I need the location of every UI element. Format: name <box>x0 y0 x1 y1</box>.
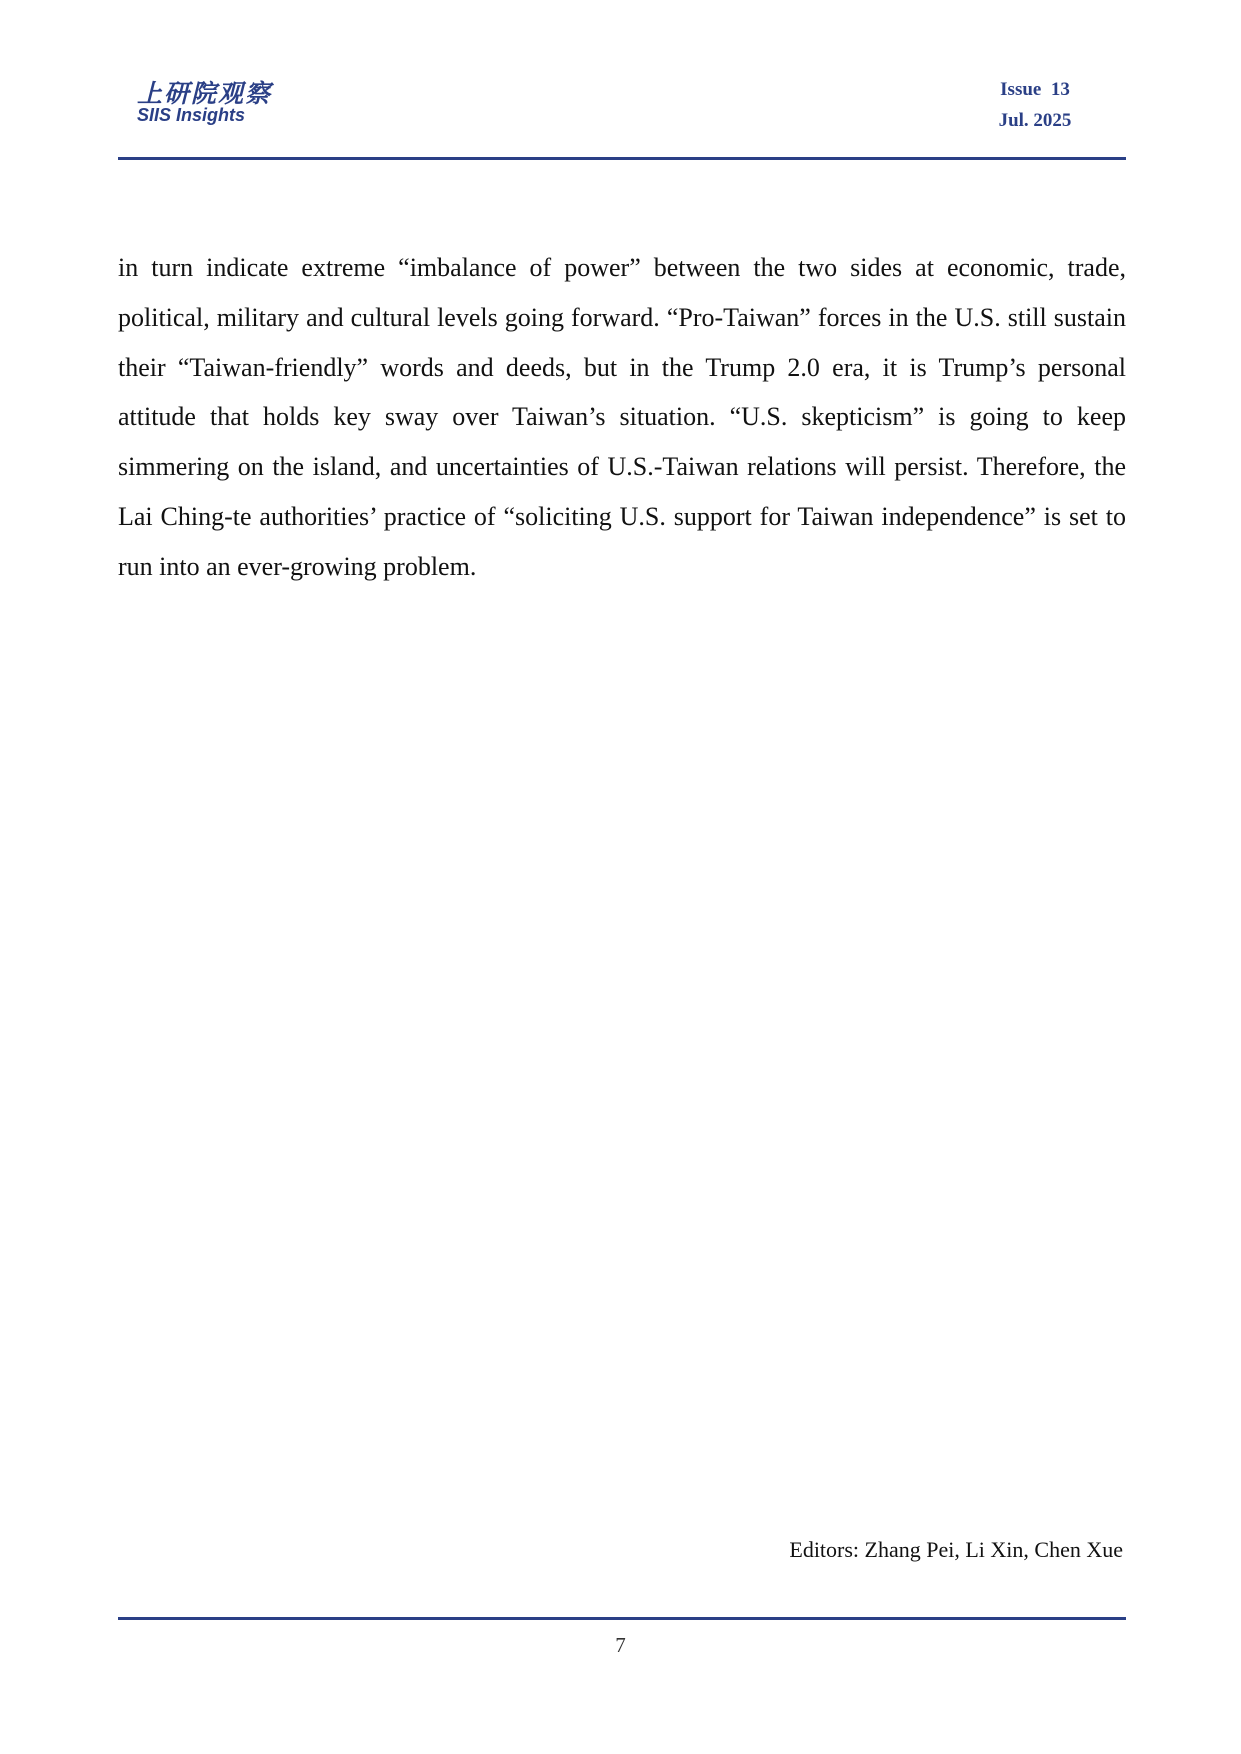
header-divider <box>118 157 1126 160</box>
logo-english-title: SIIS Insights <box>137 105 246 125</box>
page-number: 7 <box>615 1633 626 1657</box>
logo-chinese-title: 上研院观察 <box>137 79 273 108</box>
issue-info <box>960 74 1110 136</box>
body-paragraph: in turn indicate extreme “imbalance of power” between the two sides at economic, trade, political, military and cultural levels going forward. “Pro-Taiwan” forces in the U.S. still sustain their “Taiwan-friendly” words and deeds, but in the Trump 2.0 era, it is Trump’s personal attitude that holds key sway over Taiwan’s situation. “U.S. skepticism” is going to keep simmering on the island, and uncertainties of U.S.-Taiwan relations will persist. Therefore, the Lai Ching-te authorities’ practice of “soliciting U.S. support for Taiwan independence” is set to run into an ever-growing problem. <box>118 253 1126 581</box>
footer-divider <box>118 1617 1126 1620</box>
issue-number: Issue 13 <box>1000 79 1070 100</box>
editors-credit: Editors: Zhang Pei, Li Xin, Chen Xue <box>789 1537 1123 1562</box>
issue-date: Jul. 2025 <box>998 110 1072 131</box>
